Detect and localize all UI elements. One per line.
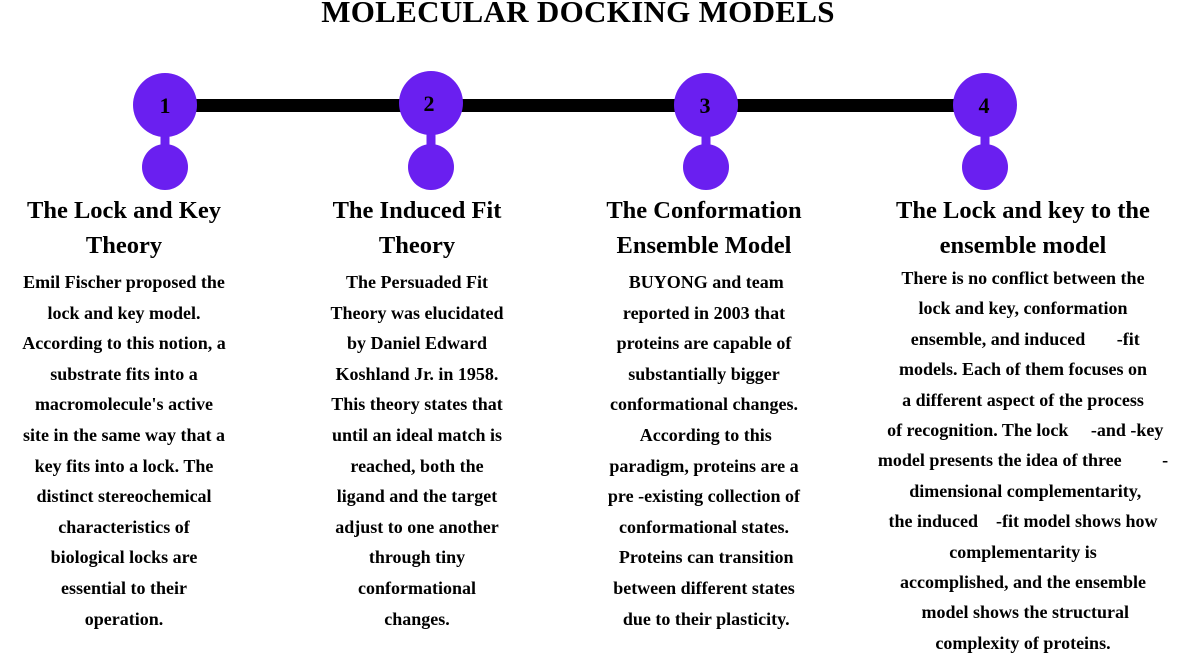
step-2-heading-line-2: Theory <box>378 232 456 259</box>
step-3-heading <box>580 193 828 263</box>
page-title: MOLECULAR DOCKING MODELS <box>321 0 835 29</box>
step-3-number: 3 <box>699 93 711 118</box>
step-3-heading-line-2: Ensemble Model <box>616 232 792 259</box>
step-1-description: Emil Fischer proposed the lock and key model. According to this notion, a substrate fits into a macromolecule's active site in the same way that a key fits into a lock. The distinct stereochemical characteristics of biological locks are essential to their operation. <box>22 272 226 629</box>
step-3-dot <box>683 144 729 190</box>
step-3-column <box>580 193 828 634</box>
step-4-number: 4 <box>978 93 990 118</box>
step-2-column <box>298 193 536 634</box>
step-1-heading <box>0 193 248 263</box>
step-2-number: 2 <box>423 91 435 116</box>
step-4-description: There is no conflict between the lock and key, conformation ensemble, and induced -fit models. Each of them focuses on a different aspect of the process of recognition. The lock -and -key model presents the idea of three - dimensional complementarity, the induced -fit model shows how complementarity is accomplished, and the ensemble model shows the structural complexity of proteins. <box>877 268 1169 653</box>
timeline <box>0 0 1200 200</box>
step-1-number: 1 <box>159 93 171 118</box>
step-3-heading-line-1: The Conformation <box>606 197 802 224</box>
step-2-heading-line-1: The Induced Fit <box>332 197 502 224</box>
step-3-node <box>674 73 738 190</box>
step-3-description: BUYONG and team reported in 2003 that proteins are capable of substantially bigger conformational changes. According to this paradigm, proteins are a pre -existing collection of conformational states. Proteins can transition between different states due to their plasticity. <box>607 272 801 629</box>
step-2-heading <box>298 193 536 263</box>
step-1-heading-line-2: Theory <box>85 232 163 259</box>
step-1-heading-line-1: The Lock and Key <box>27 197 221 224</box>
step-4-heading-line-1: The Lock and key to the <box>896 197 1150 224</box>
step-1-column <box>0 193 248 634</box>
step-1-node <box>133 73 197 190</box>
step-1-dot <box>142 144 188 190</box>
step-2-dot <box>408 144 454 190</box>
step-4-node <box>953 73 1017 190</box>
step-4-heading <box>858 193 1188 263</box>
step-2-description: The Persuaded Fit Theory was elucidated by Daniel Edward Koshland Jr. in 1958. This theory states that until an ideal match is reached, both the ligand and the target adjust to one another through tiny conformational changes. <box>330 272 504 629</box>
step-4-column <box>858 193 1188 658</box>
step-4-heading-line-2: ensemble model <box>939 232 1107 259</box>
timeline-line <box>164 99 986 112</box>
step-4-dot <box>962 144 1008 190</box>
step-2-node <box>399 71 463 190</box>
